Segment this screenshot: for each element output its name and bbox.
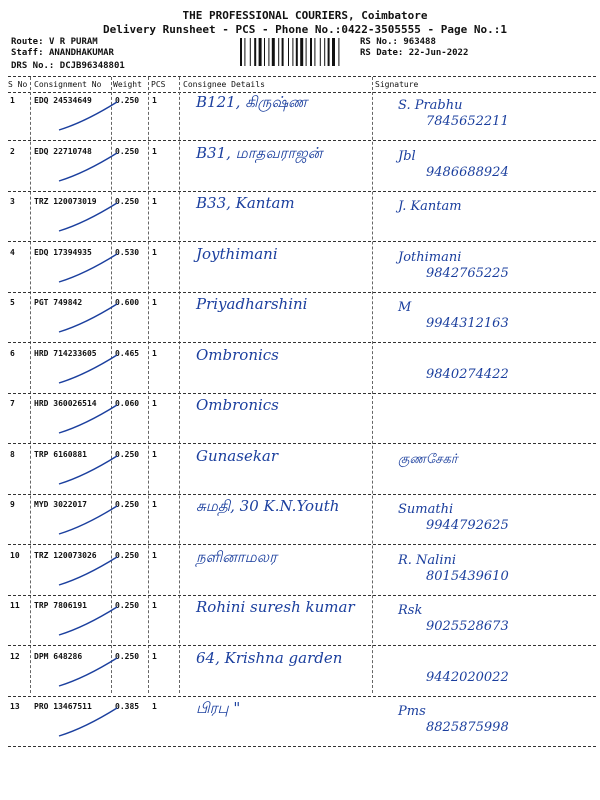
check-mark-icon bbox=[55, 151, 125, 183]
row-consignment-no: TRZ 120073019 bbox=[34, 197, 97, 206]
barcode-bar bbox=[300, 38, 303, 66]
row-pcs: 1 bbox=[152, 500, 157, 509]
col-consignment-header: Consignment No bbox=[34, 80, 102, 89]
table-row bbox=[0, 598, 600, 641]
row-phone: 8015439610 bbox=[426, 568, 509, 584]
row-divider bbox=[8, 140, 596, 141]
row-weight: 0.530 bbox=[115, 247, 140, 257]
check-mark-icon bbox=[55, 302, 125, 334]
col-consignee-header: Consignee Details bbox=[183, 80, 265, 89]
barcode-bar bbox=[282, 38, 284, 66]
row-pcs: 1 bbox=[152, 348, 157, 358]
table-row bbox=[0, 244, 600, 288]
rs-date-field bbox=[360, 48, 468, 58]
row-phone: 8825875998 bbox=[426, 720, 509, 735]
row-signature: Sumathi bbox=[398, 502, 454, 517]
row-sno: 13 bbox=[10, 702, 20, 711]
rs-no-field bbox=[360, 37, 436, 47]
row-divider bbox=[8, 494, 596, 495]
drs-field bbox=[11, 61, 125, 71]
row-phone: 9486688924 bbox=[426, 164, 509, 180]
barcode-bar bbox=[272, 38, 275, 66]
row-sno: 9 bbox=[10, 500, 15, 509]
row-signature: S. Prabhu bbox=[398, 98, 463, 113]
row-phone: 9842765225 bbox=[426, 265, 509, 281]
row-consignment-no: PRO 13467511 bbox=[34, 702, 92, 711]
barcode-bar bbox=[310, 38, 312, 66]
row-sno: 8 bbox=[10, 449, 15, 459]
header-divider-top bbox=[8, 76, 596, 77]
table-row bbox=[0, 295, 600, 338]
barcode-bar bbox=[268, 38, 269, 66]
row-consignment-no: EDQ 22710748 bbox=[34, 146, 92, 156]
row-signature: Jothimani bbox=[398, 249, 462, 265]
row-divider bbox=[8, 241, 596, 242]
row-phone: 9025528673 bbox=[426, 619, 509, 634]
table-row bbox=[0, 648, 600, 692]
row-divider bbox=[8, 696, 596, 697]
col-signature-header: Signature bbox=[375, 80, 419, 89]
barcode-bar bbox=[320, 38, 321, 66]
row-weight: 0.250 bbox=[115, 601, 140, 610]
check-mark-icon bbox=[55, 605, 125, 637]
staff-field bbox=[11, 48, 114, 58]
check-mark-icon bbox=[55, 504, 125, 536]
drs-label: DRS No.: bbox=[11, 61, 55, 71]
row-consignee-name: நளினாமலர bbox=[196, 547, 277, 566]
row-consignment-no: TRP 6160881 bbox=[34, 449, 87, 459]
row-signature: R. Nalini bbox=[398, 552, 457, 568]
staff-value: ANANDHAKUMAR bbox=[48, 48, 114, 58]
row-signature: குணசேகர் bbox=[398, 451, 458, 467]
check-mark-icon bbox=[55, 454, 125, 486]
row-phone: 9840274422 bbox=[426, 366, 509, 382]
row-pcs: 1 bbox=[152, 146, 157, 156]
row-divider bbox=[8, 595, 596, 596]
row-consignee-name: Joythimani bbox=[196, 244, 278, 263]
row-phone: 9944792625 bbox=[426, 518, 509, 533]
row-signature: M bbox=[398, 300, 412, 315]
row-phone: 9944312163 bbox=[426, 316, 509, 331]
row-sno: 2 bbox=[10, 146, 15, 156]
barcode-bar bbox=[244, 38, 245, 66]
row-consignee-name: B31, மாதவராஜன் bbox=[196, 143, 323, 162]
row-divider bbox=[8, 645, 596, 646]
barcode-bar bbox=[338, 38, 339, 66]
table-row bbox=[0, 547, 600, 591]
row-consignee-name: Ombronics bbox=[196, 345, 279, 364]
row-consignment-no: EDQ 17394935 bbox=[34, 247, 92, 257]
row-sno: 5 bbox=[10, 298, 15, 307]
check-mark-icon bbox=[55, 403, 125, 435]
row-consignee-name: 64, Krishna garden bbox=[196, 648, 343, 667]
barcode-bar bbox=[328, 38, 330, 66]
check-mark-icon bbox=[55, 706, 125, 738]
barcode-bar bbox=[264, 38, 265, 66]
barcode-bar bbox=[324, 38, 325, 66]
check-mark-icon bbox=[55, 100, 125, 132]
row-weight: 0.060 bbox=[115, 399, 140, 408]
staff-label: Staff: bbox=[11, 48, 44, 58]
table-row bbox=[0, 497, 600, 540]
barcode-bar bbox=[314, 38, 315, 66]
table-row bbox=[0, 93, 600, 136]
barcode-bar bbox=[250, 38, 251, 66]
col-weight-header: Weight bbox=[113, 80, 142, 89]
company-title: THE PROFESSIONAL COURIERS, Coimbatore bbox=[182, 9, 428, 22]
row-pcs: 1 bbox=[152, 702, 157, 711]
row-sno: 4 bbox=[10, 247, 15, 257]
row-consignment-no: HRD 360026514 bbox=[34, 399, 97, 408]
row-consignee-name: Ombronics bbox=[196, 396, 279, 414]
row-consignment-no: EDQ 24534649 bbox=[34, 96, 92, 105]
row-weight: 0.250 bbox=[115, 146, 140, 156]
row-consignee-name: Gunasekar bbox=[196, 446, 279, 465]
check-mark-icon bbox=[55, 353, 125, 385]
row-weight: 0.250 bbox=[115, 651, 140, 661]
rs-no-value: 963488 bbox=[403, 37, 436, 47]
row-divider bbox=[8, 292, 596, 293]
row-consignee-name: பிரபு " bbox=[196, 699, 241, 717]
row-consignee-name: B121, கிருஷ்ண bbox=[196, 93, 308, 111]
barcode-icon bbox=[240, 38, 352, 66]
row-consignment-no: HRD 714233605 bbox=[34, 348, 97, 358]
row-consignment-no: TRP 7806191 bbox=[34, 601, 87, 610]
route-field bbox=[11, 37, 98, 47]
row-pcs: 1 bbox=[152, 399, 157, 408]
row-pcs: 1 bbox=[152, 197, 157, 206]
barcode-bar bbox=[254, 38, 256, 66]
row-divider bbox=[8, 544, 596, 545]
row-sno: 10 bbox=[10, 550, 20, 560]
table-row bbox=[0, 143, 600, 187]
barcode-bar bbox=[240, 38, 242, 66]
row-consignee-name: சுமதி, 30 K.N.Youth bbox=[196, 497, 340, 515]
table-row bbox=[0, 699, 600, 742]
row-divider bbox=[8, 342, 596, 343]
row-pcs: 1 bbox=[152, 651, 157, 661]
table-row bbox=[0, 396, 600, 439]
barcode-bar bbox=[259, 38, 262, 66]
row-pcs: 1 bbox=[152, 247, 157, 257]
rs-date-label: RS Date: bbox=[360, 48, 404, 58]
row-weight: 0.250 bbox=[115, 449, 140, 459]
row-pcs: 1 bbox=[152, 449, 157, 459]
check-mark-icon bbox=[55, 252, 125, 284]
check-mark-icon bbox=[55, 656, 125, 688]
barcode-bar bbox=[288, 38, 289, 66]
row-consignment-no: PGT 749842 bbox=[34, 298, 83, 307]
route-label: Route: bbox=[11, 37, 44, 47]
barcode-bar bbox=[332, 38, 335, 66]
row-weight: 0.250 bbox=[115, 197, 140, 206]
route-value: V R PURAM bbox=[48, 37, 98, 47]
barcode-bar bbox=[306, 38, 307, 66]
row-pcs: 1 bbox=[152, 550, 157, 560]
rs-date-value: 22-Jun-2022 bbox=[408, 48, 469, 58]
row-signature: Pms bbox=[398, 704, 426, 719]
row-divider bbox=[8, 393, 596, 394]
row-sno: 12 bbox=[10, 651, 20, 661]
col-pcs-header: PCS bbox=[151, 80, 166, 89]
row-signature: Jbl bbox=[398, 148, 416, 164]
barcode-bar bbox=[278, 38, 279, 66]
row-consignee-name: Priyadharshini bbox=[196, 295, 308, 313]
row-weight: 0.250 bbox=[115, 550, 140, 560]
check-mark-icon bbox=[55, 555, 125, 587]
row-sno: 1 bbox=[10, 96, 15, 105]
row-signature: J. Kantam bbox=[398, 199, 462, 214]
row-weight: 0.385 bbox=[115, 702, 140, 711]
drs-value: DCJB96348801 bbox=[59, 61, 125, 71]
row-divider bbox=[8, 443, 596, 444]
row-sno: 6 bbox=[10, 348, 15, 358]
row-phone: 7845652211 bbox=[426, 114, 509, 129]
check-mark-icon bbox=[55, 201, 125, 233]
row-signature: Rsk bbox=[398, 603, 423, 618]
table-row bbox=[0, 345, 600, 389]
row-pcs: 1 bbox=[152, 601, 157, 610]
row-sno: 7 bbox=[10, 399, 15, 408]
row-pcs: 1 bbox=[152, 298, 157, 307]
runsheet-subtitle: Delivery Runsheet - PCS - Phone No.:0422-3505555 - Page No.:1 bbox=[103, 23, 507, 36]
row-consignment-no: MYD 3022017 bbox=[34, 500, 87, 509]
barcode-bar bbox=[292, 38, 293, 66]
rs-no-label: RS No.: bbox=[360, 37, 398, 47]
row-phone: 9442020022 bbox=[426, 669, 509, 685]
row-weight: 0.465 bbox=[115, 348, 140, 358]
row-weight: 0.250 bbox=[115, 96, 140, 105]
row-weight: 0.600 bbox=[115, 298, 140, 307]
row-sno: 11 bbox=[10, 601, 20, 610]
row-divider bbox=[8, 191, 596, 192]
col-sno-header: S No bbox=[8, 80, 28, 89]
row-consignment-no: TRZ 120073026 bbox=[34, 550, 97, 560]
row-sno: 3 bbox=[10, 197, 15, 206]
row-consignee-name: B33, Kantam bbox=[196, 194, 295, 212]
row-divider bbox=[8, 746, 596, 747]
row-consignee-name: Rohini suresh kumar bbox=[196, 598, 355, 616]
table-row bbox=[0, 194, 600, 237]
row-consignment-no: DPM 648286 bbox=[34, 651, 83, 661]
barcode-bar bbox=[296, 38, 298, 66]
row-pcs: 1 bbox=[152, 96, 157, 105]
table-row bbox=[0, 446, 600, 490]
row-weight: 0.250 bbox=[115, 500, 140, 509]
